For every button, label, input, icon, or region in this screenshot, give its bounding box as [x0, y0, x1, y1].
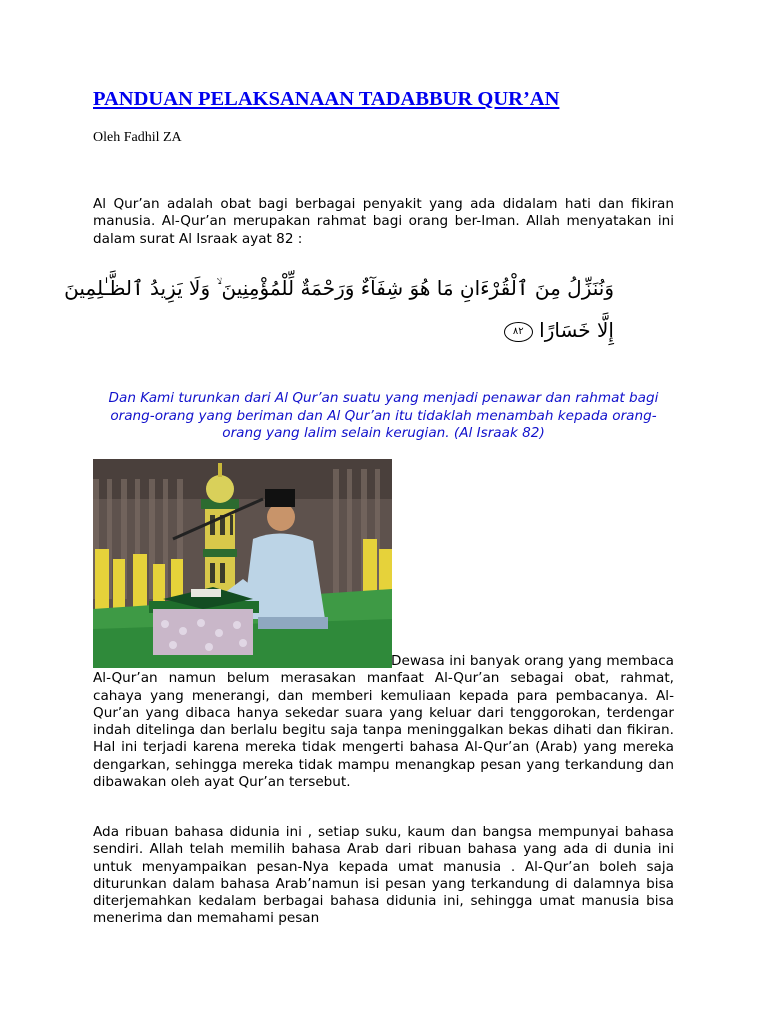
arabic-verse-line-2: [130, 318, 614, 342]
ayah-number-marker: ٨٢: [504, 322, 533, 342]
author-line: Oleh Fadhil ZA: [93, 130, 182, 145]
verse-translation: Dan Kami turunkan dari Al Qur’an suatu yang menjadi penawar dan rahmat bagi orang-orang yang beriman dan Al Qur’an itu tidaklah menambah kepada orang-orang yang lalim selain kerugian. (Al Israak 82): [108, 390, 659, 442]
body-paragraph-3: Ada ribuan bahasa didunia ini , setiap suku, kaum dan bangsa mempunyai bahasa sendiri. Allah telah memilih bahasa Arab dari ribuan bahasa yang ada di dunia ini untuk menyampaikan pesan-Nya kepada umat manusia . Al-Qur’an boleh saja diturunkan dalam bahasa Arab’namun isi pesan yang terkandung di dalamnya bisa diterjemahkan kedalam berbagai bahasa didunia ini, sehingga umat manusia bisa menerima dan memahami pesan: [93, 824, 674, 927]
quran-recitation-photo: [93, 459, 392, 668]
arabic-verse-line-2-text: إِلَّا خَسَارًا: [539, 318, 614, 342]
body-paragraph-2-text: Dewasa ini banyak orang yang membaca Al-Qur’an namun belum merasakan manfaat Al-Qur’an sebagai obat, rahmat, cahaya yang menerangi, dan memberi kemuliaan kepada para pembacanya. Al-Qur’an yang dibaca hanya sekedar suara yang keluar dari tenggorokan, terdengar indah ditelinga dan berlalu begitu saja tanpa meninggalkan bekas dihati dan fikiran. Hal ini terjadi karena mereka tidak mengerti bahasa Al-Qur’an (Arab) yang mereka dengarkan, sehingga mereka tidak mampu menangkap pesan yang terkandung dan dibawakan oleh ayat Qur’an tersebut.: [93, 653, 674, 791]
intro-paragraph: Al Qur’an adalah obat bagi berbagai penyakit yang ada didalam hati dan fikiran manusia. Al-Qur’an merupakan rahmat bagi orang ber-Iman. Allah menyatakan ini dalam surat Al Israak ayat 82 :: [93, 196, 674, 247]
arabic-verse-line-1: وَنُنَزِّلُ مِنَ ٱلْقُرْءَانِ مَا هُوَ شِفَآءٌ وَرَحْمَةٌ لِّلْمُؤْمِنِينَ ۙ وَلَا يَزِيدُ ٱلظَّـٰلِمِينَ: [64, 276, 614, 300]
document-title[interactable]: PANDUAN PELAKSANAAN TADABBUR QUR’AN: [93, 88, 560, 110]
body-paragraph-2: [93, 653, 674, 791]
